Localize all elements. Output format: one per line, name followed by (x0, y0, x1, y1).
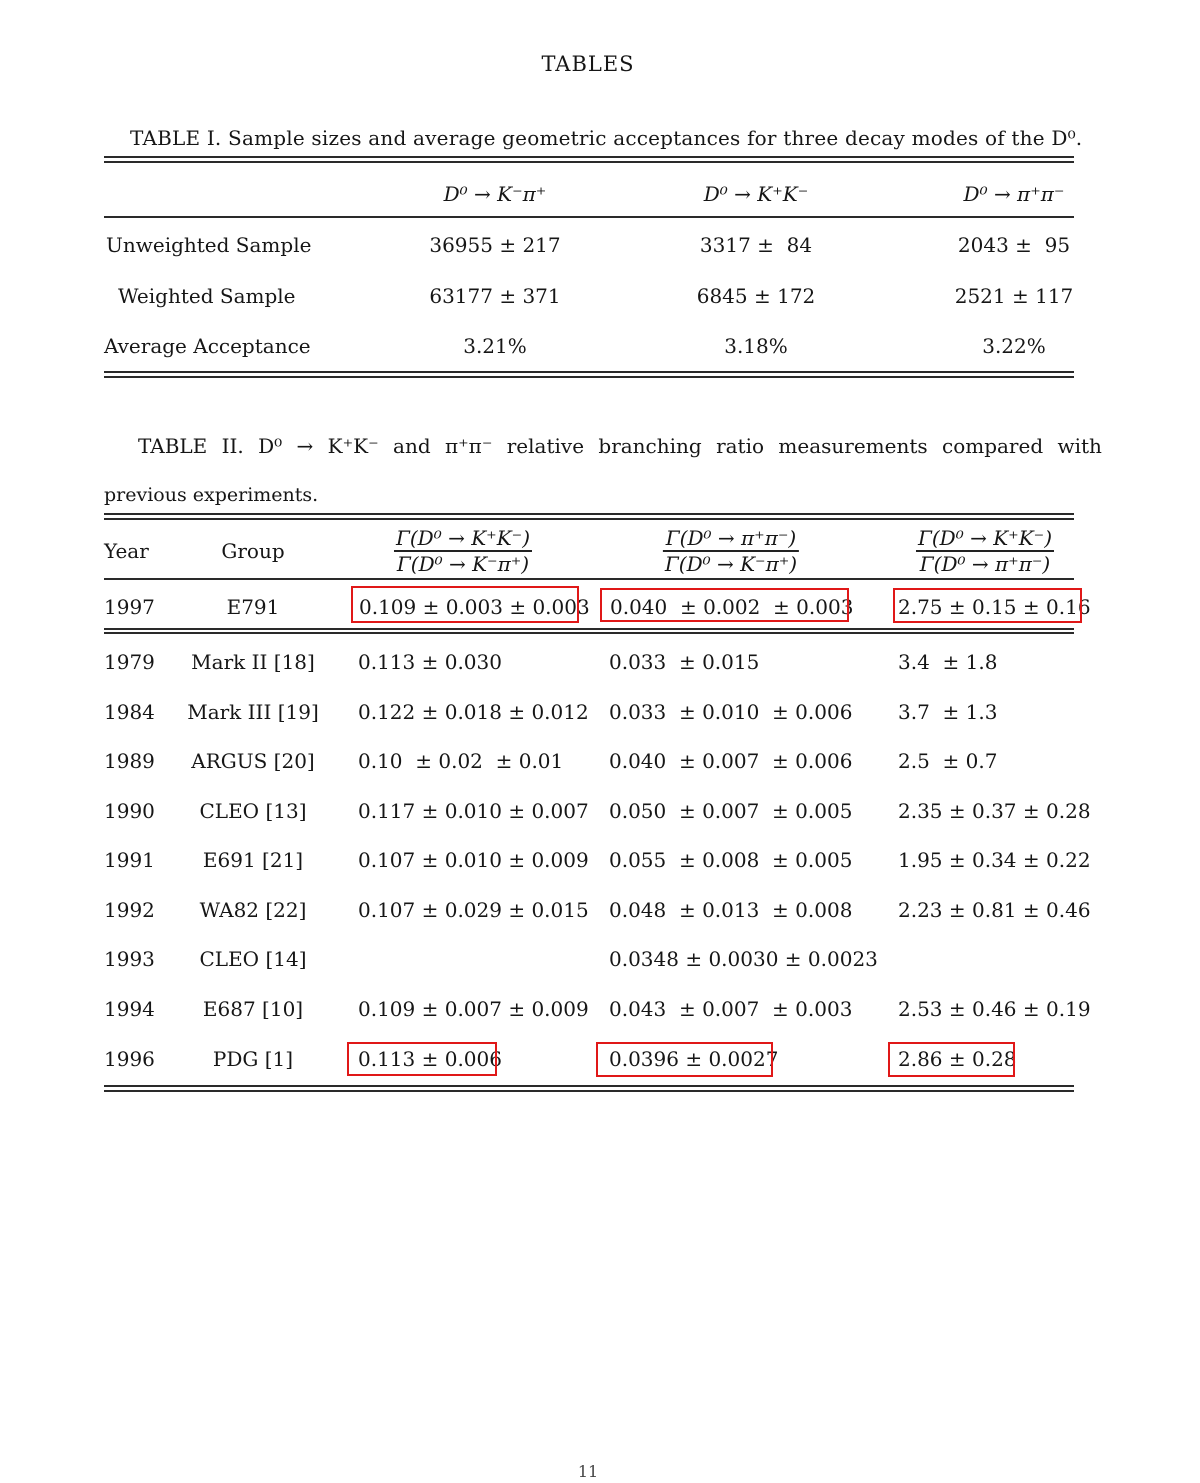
ratio-denominator: Γ(D⁰ → K⁻π⁺) (396, 551, 530, 576)
table2-top-rule-2 (104, 518, 1074, 520)
result-ratio-kk-pipi: 2.75 ± 0.15 ± 0.16 (898, 595, 1091, 619)
row-ratio-pipi-kpi: 0.043 ± 0.007 ± 0.003 (609, 997, 853, 1021)
result-ratio-pipi-kpi: 0.040 ± 0.002 ± 0.003 (610, 595, 854, 619)
row-year: 1993 (104, 947, 155, 971)
row-group: Mark III [19] (187, 700, 319, 724)
row-ratio-pipi-kpi: 0.0396 ± 0.0027 (609, 1047, 779, 1071)
row-ratio-kk-pipi: 3.4 ± 1.8 (898, 650, 998, 674)
table2-bottom-rule (104, 1085, 1074, 1087)
page-number: 11 (577, 1462, 599, 1481)
table1-row-label: Unweighted Sample (106, 233, 312, 257)
result-ratio-kk-kpi: 0.109 ± 0.003 ± 0.003 (359, 595, 590, 619)
row-ratio-pipi-kpi: 0.050 ± 0.007 ± 0.005 (609, 799, 853, 823)
table1-cell: 3.21% (463, 334, 527, 358)
row-ratio-kk-pipi: 2.23 ± 0.81 ± 0.46 (898, 898, 1091, 922)
table1-cell: 3.18% (724, 334, 788, 358)
table1-cell: 6845 ± 172 (696, 284, 816, 308)
table1-top-rule-2 (104, 161, 1074, 163)
row-group: E691 [21] (202, 848, 304, 872)
row-year: 1984 (104, 700, 155, 724)
row-group: E687 [10] (202, 997, 304, 1021)
row-year: 1979 (104, 650, 155, 674)
table2-section-rule-2 (104, 632, 1074, 634)
page-heading: TABLES (541, 52, 635, 76)
ratio-kk-over-pipi (916, 527, 1054, 575)
table1-caption: TABLE I. Sample sizes and average geometric acceptances for three decay modes of the D⁰. (130, 126, 1083, 150)
ratio-denominator: Γ(D⁰ → π⁺π⁻) (919, 551, 1051, 576)
row-ratio-kk-kpi: 0.117 ± 0.010 ± 0.007 (358, 799, 589, 823)
row-ratio-pipi-kpi: 0.055 ± 0.008 ± 0.005 (609, 848, 853, 872)
table2-col-year: Year (104, 539, 149, 563)
row-group: CLEO [13] (199, 799, 307, 823)
table1-cell: 3317 ± 84 (699, 233, 813, 257)
row-ratio-kk-kpi: 0.122 ± 0.018 ± 0.012 (358, 700, 589, 724)
table1-bottom-rule-2 (104, 376, 1074, 378)
row-year: 1992 (104, 898, 155, 922)
row-ratio-kk-pipi: 2.5 ± 0.7 (898, 749, 998, 773)
table1-header-rule (104, 216, 1074, 218)
table2-top-rule (104, 513, 1074, 515)
ratio-denominator: Γ(D⁰ → K⁻π⁺) (664, 551, 798, 576)
table1-cell: 36955 ± 217 (429, 233, 561, 257)
result-group: E791 (226, 595, 280, 619)
row-group: WA82 [22] (199, 898, 307, 922)
table1-col-kk: D⁰ → K⁺K⁻ (703, 182, 809, 206)
highlight-box (600, 588, 849, 622)
table1-cell: 3.22% (982, 334, 1046, 358)
row-group: CLEO [14] (199, 947, 307, 971)
row-ratio-kk-kpi: 0.107 ± 0.010 ± 0.009 (358, 848, 589, 872)
row-ratio-kk-pipi: 2.86 ± 0.28 (898, 1047, 1017, 1071)
row-group: PDG [1] (212, 1047, 294, 1071)
row-year: 1989 (104, 749, 155, 773)
highlight-box (347, 1042, 497, 1076)
row-ratio-kk-pipi: 2.53 ± 0.46 ± 0.19 (898, 997, 1091, 1021)
row-ratio-kk-kpi: 0.107 ± 0.029 ± 0.015 (358, 898, 589, 922)
row-ratio-kk-kpi: 0.109 ± 0.007 ± 0.009 (358, 997, 589, 1021)
table2-col-group: Group (221, 539, 285, 563)
row-ratio-kk-kpi: 0.113 ± 0.030 (358, 650, 502, 674)
ratio-numerator: Γ(D⁰ → K⁺K⁻) (917, 526, 1053, 550)
table1-top-rule (104, 156, 1074, 158)
row-ratio-kk-pipi: 2.35 ± 0.37 ± 0.28 (898, 799, 1091, 823)
table2-header-rule (104, 578, 1074, 580)
row-ratio-kk-kpi: 0.113 ± 0.006 (358, 1047, 502, 1071)
row-group: ARGUS [20] (191, 749, 315, 773)
table1-bottom-rule (104, 371, 1074, 373)
ratio-pipi-over-kpi (663, 527, 799, 575)
row-year: 1991 (104, 848, 155, 872)
row-ratio-pipi-kpi: 0.048 ± 0.013 ± 0.008 (609, 898, 853, 922)
highlight-box (596, 1042, 773, 1077)
table1-row-label: Weighted Sample (118, 284, 296, 308)
row-ratio-pipi-kpi: 0.033 ± 0.010 ± 0.006 (609, 700, 853, 724)
row-ratio-kk-pipi: 1.95 ± 0.34 ± 0.22 (898, 848, 1091, 872)
ratio-numerator: Γ(D⁰ → π⁺π⁻) (665, 526, 797, 550)
table1-col-kpi: D⁰ → K⁻π⁺ (443, 182, 547, 206)
table1-cell: 2521 ± 117 (954, 284, 1074, 308)
row-year: 1996 (104, 1047, 155, 1071)
table1-col-pipi: D⁰ → π⁺π⁻ (963, 182, 1065, 206)
table2-caption-continued: previous experiments. (104, 484, 319, 506)
row-ratio-pipi-kpi: 0.0348 ± 0.0030 ± 0.0023 (609, 947, 878, 971)
table2-bottom-rule-2 (104, 1090, 1074, 1092)
table1-cell: 2043 ± 95 (957, 233, 1071, 257)
row-ratio-kk-pipi: 3.7 ± 1.3 (898, 700, 998, 724)
row-group: Mark II [18] (191, 650, 315, 674)
ratio-kk-over-kpi (394, 527, 532, 575)
ratio-numerator: Γ(D⁰ → K⁺K⁻) (395, 526, 531, 550)
highlight-box (893, 588, 1082, 623)
row-ratio-pipi-kpi: 0.033 ± 0.015 (609, 650, 760, 674)
result-year: 1997 (104, 595, 155, 619)
row-ratio-kk-kpi: 0.10 ± 0.02 ± 0.01 (358, 749, 564, 773)
table1-row-label: Average Acceptance (104, 334, 311, 358)
row-year: 1994 (104, 997, 155, 1021)
highlight-box (888, 1042, 1015, 1077)
row-year: 1990 (104, 799, 155, 823)
table2-section-rule (104, 628, 1074, 630)
highlight-box (351, 586, 579, 623)
table1-cell: 63177 ± 371 (429, 284, 561, 308)
row-ratio-pipi-kpi: 0.040 ± 0.007 ± 0.006 (609, 749, 853, 773)
table2-caption: TABLE II. D⁰ → K⁺K⁻ and π⁺π⁻ relative branching ratio measurements compared with (138, 434, 1102, 458)
